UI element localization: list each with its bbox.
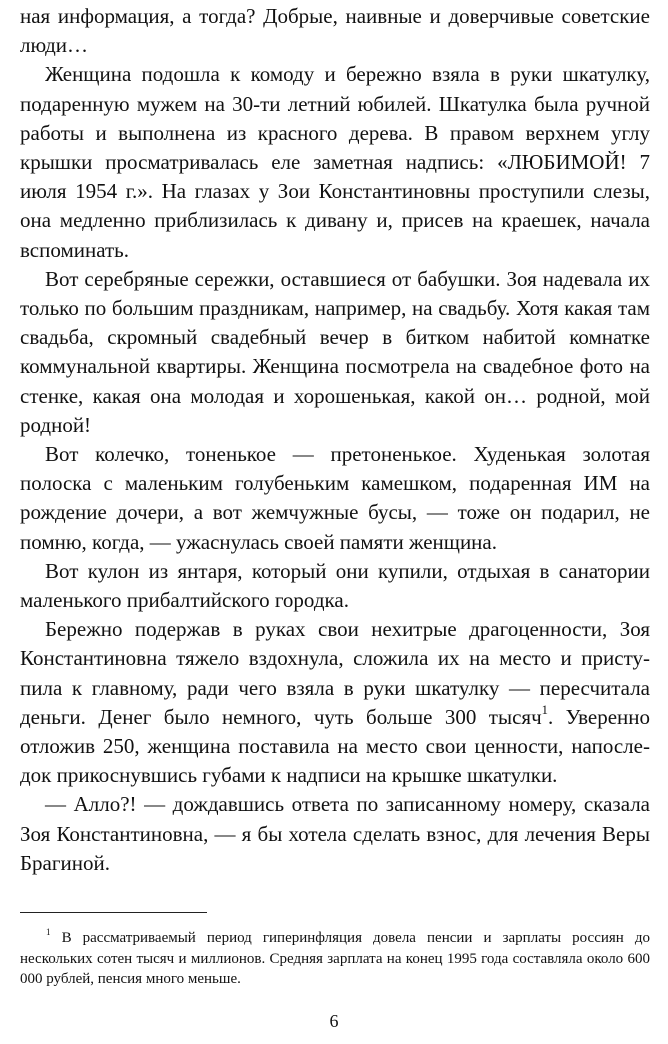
money-text-after-note: . Уверенно отложив 250, женщина поставила на место свои ценности, напоследок прикоснувшись губами к надписи на крышке шкатулки. <box>20 704 651 788</box>
paragraph-amber-pendant: Вот кулон из янтаря, который они купили, отдыхая в санатории маленького прибалтийского городка. <box>20 558 650 613</box>
page-number: 6 <box>329 1011 339 1031</box>
money-text-before-note: Бережно подержав в руках свои нехитрые драгоценности, Зоя Константиновна тяжело вздохнула, сложила их на место и приступила к главному, ради чего взяла в руки шкатулку — пересчитала деньги. Денег было немного, чуть больше 300 тысяч <box>20 617 650 729</box>
paragraph-jewelry-box: Женщина подошла к комоду и бережно взяла в руки шкатулку, подаренную мужем на 30-ти летний юбилей. Шкатулка была ручной работы и выполнена из красного дерева. В правом верхнем углу крышки просматривалась еле заметная надпись: «ЛЮБИМОЙ! 7 июля 1954 г.». На глазах у Зои Константиновны проступили слезы, она медленно приблизилась к дивану и, присев на краешек, начала вспоминать. <box>20 62 650 262</box>
footnote-marker: 1 <box>46 926 51 937</box>
paragraph-earrings: Вот серебряные сережки, оставшиеся от бабушки. Зоя надевала их только по большим праздникам, например, на свадьбу. Хотя какая там свадьба, скромный свадебный вечер в битком набитой комнатке коммунальной квартиры. Женщина посмотрела на свадебное фото на стенке, какая она молодая и хорошенькая, какой он… родной, мой родной! <box>20 266 650 437</box>
main-text <box>20 2 650 878</box>
paragraph-ring: Вот колечко, тоненькое — претоненькое. Худенькая золотая полоска с маленьким голубеньким камешком, подаренная ИМ на рождение дочери, а вот жемчужные бусы, — тоже он подарил, не помню, когда, — ужаснулась своей памяти женщина. <box>20 442 650 554</box>
paragraph-continuation: ная информация, а тогда? Добрые, наивные и доверчивые советские люди… <box>20 4 650 58</box>
footnote-reference: 1 <box>541 703 548 717</box>
paragraph-phone-call: — Алло?! — дождавшись ответа по записанному номеру, сказала Зоя Константиновна, — я бы хотела сделать взнос, для лечения Веры Брагиной. <box>20 792 650 875</box>
footnote-text: В рассматриваемый период гиперинфляция довела пенсии и зарплаты россиян до нескольких сотен тысяч и миллионов. Средняя зарплата на конец 1995 года составляла около 600 000 рублей, пенсия много меньше. <box>20 930 650 987</box>
footnote <box>20 928 650 990</box>
footnote-divider <box>20 912 207 913</box>
paragraph-money <box>20 615 650 790</box>
